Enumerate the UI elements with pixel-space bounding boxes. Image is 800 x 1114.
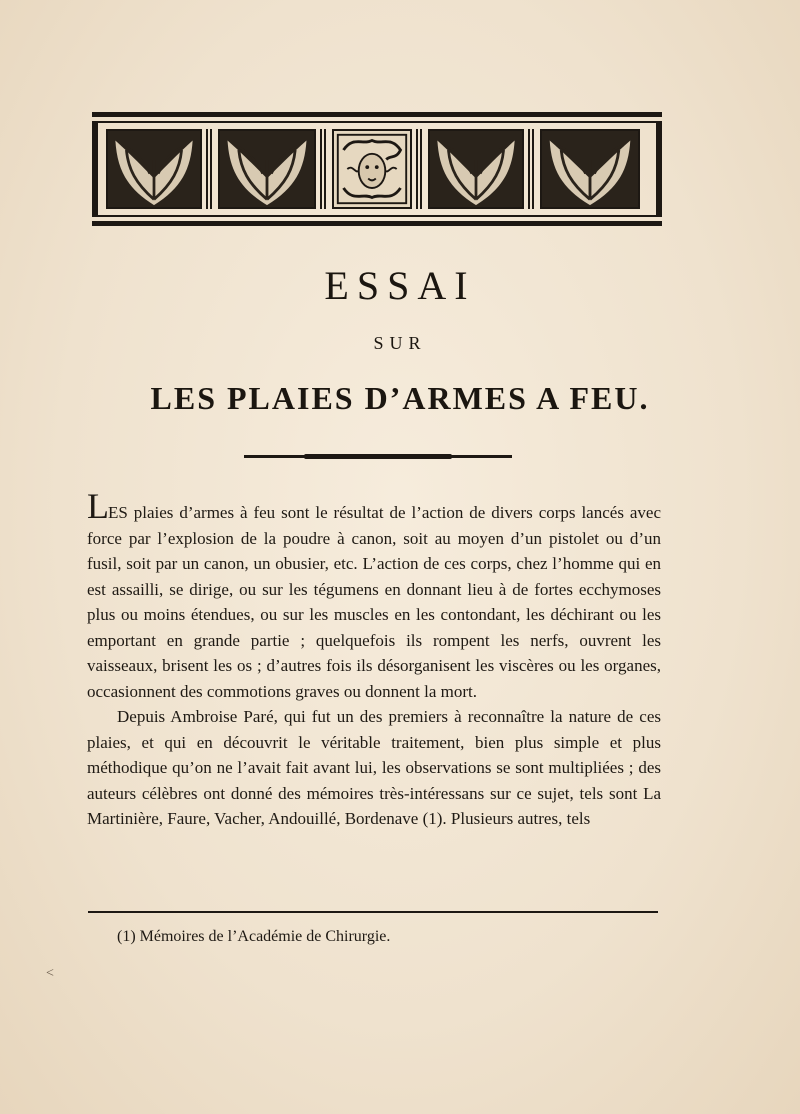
- body-text: [87, 486, 661, 832]
- headpiece-side-right: [656, 123, 662, 215]
- title-essai: ESSAI: [324, 263, 476, 308]
- title-sur: SUR: [373, 333, 427, 353]
- headpiece-inner-rule-bottom: [92, 215, 662, 217]
- title-main: LES PLAIES D’ARMES A FEU.: [150, 380, 650, 416]
- mascaron-face-panel: [332, 129, 412, 209]
- panel-divider: [416, 129, 422, 209]
- paragraph-1: [87, 486, 661, 704]
- footnote-rule: [88, 911, 658, 913]
- panel-divider: [320, 129, 326, 209]
- margin-mark: <: [46, 966, 54, 981]
- paragraph-1-text: ES plaies d’armes à feu sont le résultat de l’action de divers corps lancés avec force par l’explosion de la poudre à canon, soit au moyen d’un pistolet ou d’un fusil, soit par un canon, un obusier, etc. L’action de ces corps, chez l’homme qui en est assailli, se dirige, ou sur les tégumens en donnant lieu à de fortes ecchymoses plus ou moins étendues, ou sur les muscles en les contondant, les déchirant ou les emportant en grande partie ; quelquefois ils rompent les nerfs, ouvrent les vaisseaux, brisent les os ; d’autres fois ils désorganisent les viscères ou les organes, occasionnent des commotions graves ou donnent la mort.: [87, 503, 661, 701]
- panel-divider: [528, 129, 534, 209]
- acanthus-leaf-panel-1: [106, 129, 202, 209]
- title-separator-rule: [244, 455, 512, 458]
- headpiece-inner-rule-top: [92, 121, 662, 123]
- headpiece-side-left: [92, 123, 98, 215]
- paragraph-2: Depuis Ambroise Paré, qui fut un des premiers à reconnaître la nature de ces plaies, et qui en découvrit le véritable traitement, bien plus simple et plus méthodique qu’on ne l’avait fait avant lui, les observations se sont multipliées ; des auteurs célèbres ont donné des mémoires très-intéressans sur ce sujet, tels sont La Martinière, Faure, Vacher, Andouillé, Bordenave (1). Plusieurs autres, tels: [87, 707, 661, 828]
- footnote: (1) Mémoires de l’Académie de Chirurgie.: [117, 928, 391, 945]
- acanthus-leaf-panel-2: [218, 129, 316, 209]
- acanthus-leaf-panel-3: [428, 129, 524, 209]
- acanthus-leaf-panel-4: [540, 129, 640, 209]
- drop-cap: L: [87, 486, 108, 526]
- headpiece-ornament: [92, 112, 662, 226]
- panel-divider: [206, 129, 212, 209]
